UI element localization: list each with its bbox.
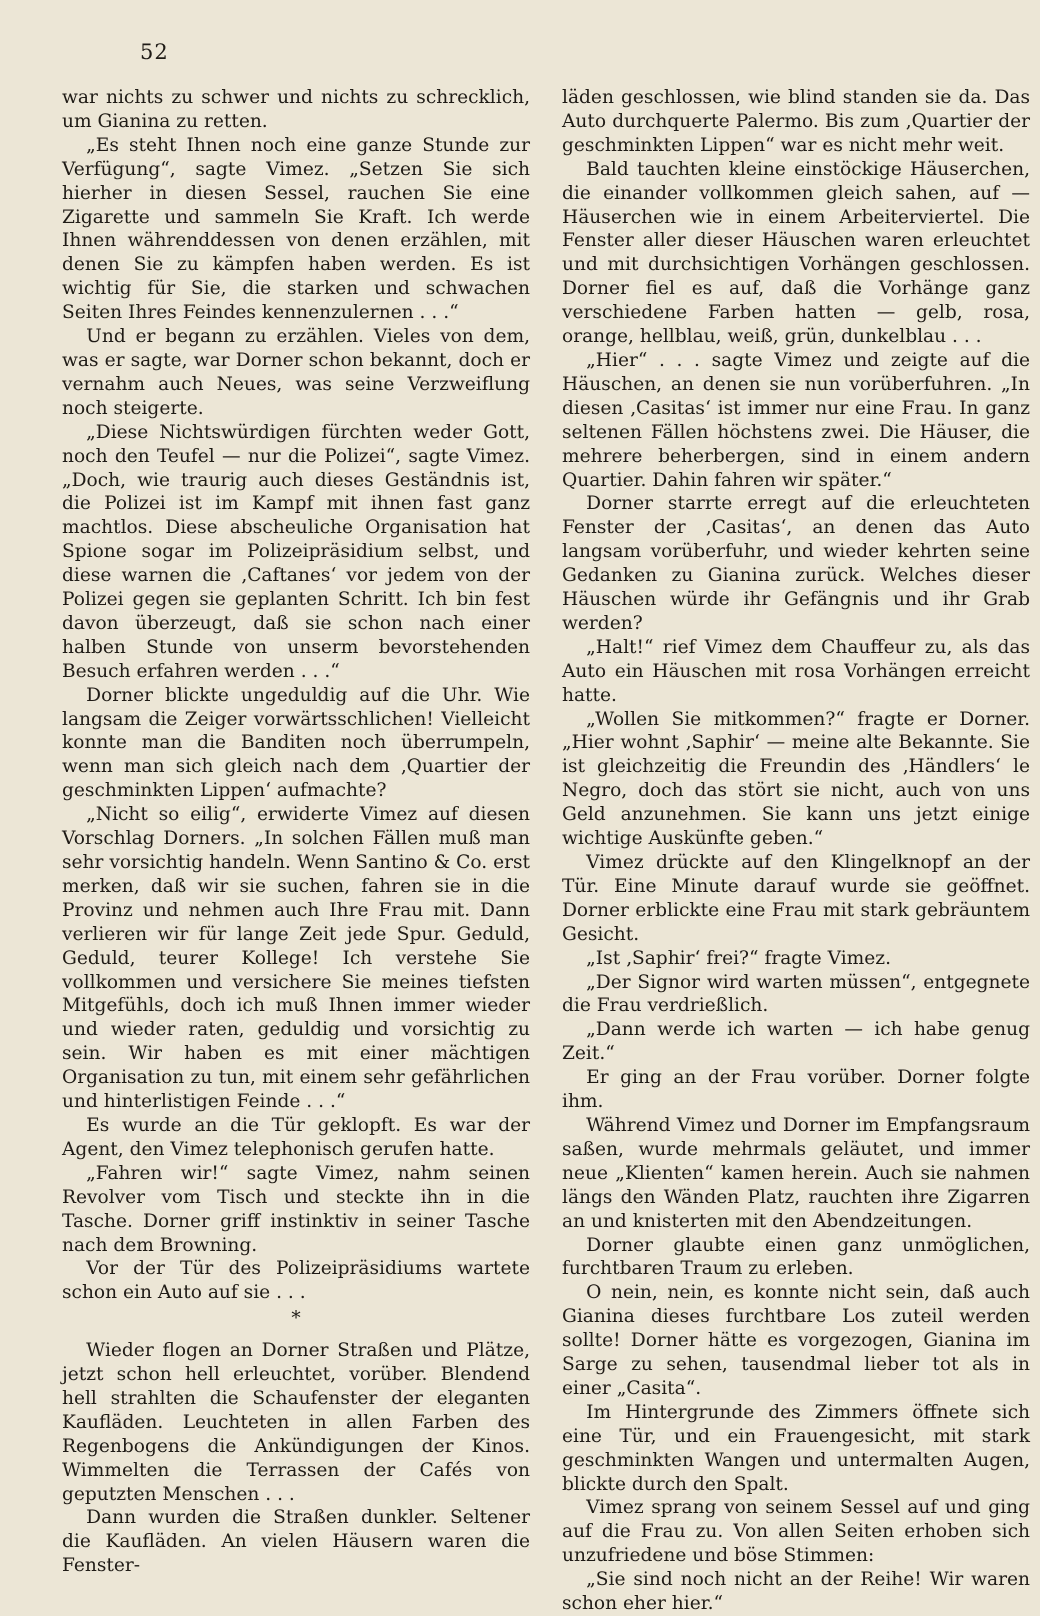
left-paragraph: „Es steht Ihnen noch eine ganze Stunde zur Verfügung“, sagte Vimez. „Setzen Sie sich hierher in diesen Sessel, rauchen Sie eine Zigarette und sammeln Sie Kraft. Ich werde Ihnen währenddessen von denen erzählen, mit denen Sie zu kämpfen haben werden. Es ist wichtig für Sie, die starken und schwachen Seiten Ihres Feindes kennenzulernen . . .“ bbox=[62, 134, 530, 324]
left-paragraph: „Diese Nichtswürdigen fürchten weder Gott, noch den Teufel — nur die Polizei“, sagte Vimez. „Doch, wie traurig auch dieses Geständnis ist, die Polizei ist im Kampf mit ihnen fast ganz machtlos. Diese abscheuliche Organisation hat Spione sogar im Polizeipräsidium selbst, und diese warnen die ‚Caftanes‘ vor jedem von der Polizei gegen sie geplanten Schritt. Ich bin fest davon überzeugt, daß sie schon nach einer halben Stunde von unserm bevorstehenden Besuch erfahren werden . . .“ bbox=[62, 421, 530, 682]
section-separator: * bbox=[291, 1308, 301, 1330]
page-number: 52 bbox=[140, 40, 169, 64]
right-paragraph: Während Vimez und Dorner im Empfangsraum saßen, wurde mehrmals geläutet, und immer neue „Klienten“ kamen herein. Auch sie nahmen längs den Wänden Platz, rauchten ihre Zigarren an und knisterten mit den Abendzeitungen. bbox=[562, 1114, 1030, 1232]
right-paragraph: „Wollen Sie mitkommen?“ fragte er Dorner. „Hier wohnt ‚Saphir‘ — meine alte Bekannte. Sie ist gleichzeitig die Freundin des ‚Händlers‘ le Negro, doch das stört sie nicht, auch von uns Geld anzunehmen. Sie kann uns jetzt einige wichtige Auskünfte geben.“ bbox=[562, 708, 1030, 850]
right-paragraph: „Dann werde ich warten — ich habe genug Zeit.“ bbox=[562, 1019, 1030, 1065]
left-paragraph: Dann wurden die Straßen dunkler. Seltener die Kaufläden. An vielen Häusern waren die Fenster- bbox=[62, 1507, 530, 1577]
left-paragraph: Und er begann zu erzählen. Vieles von dem, was er sagte, war Dorner schon bekannt, doch er vernahm auch Neues, was seine Verzweiflung noch steigerte. bbox=[62, 326, 530, 419]
left-paragraph: „Fahren wir!“ sagte Vimez, nahm seinen Revolver vom Tisch und steckte ihn in die Tasche. Dorner griff instinktiv in seiner Tasche nach dem Browning. bbox=[62, 1162, 530, 1256]
right-paragraph: Vimez drückte auf den Klingelknopf an der Tür. Eine Minute darauf wurde sie geöffnet. Dorner erblickte eine Frau mit stark gebräuntem Gesicht. bbox=[562, 852, 1030, 945]
right-paragraph: Er ging an der Frau vorüber. Dorner folgte ihm. bbox=[562, 1067, 1030, 1113]
right-paragraph: „Ist ‚Saphir‘ frei?“ fragte Vimez. bbox=[586, 947, 891, 969]
right-paragraph: O nein, nein, es konnte nicht sein, daß auch Gianina dieses furchtbare Los zuteil werden sollte! Dorner hätte es vorgezogen, Gianina im Sarge zu sehen, tausendmal lieber tot als in einer „Casita“. bbox=[562, 1282, 1030, 1399]
left-paragraph: „Nicht so eilig“, erwiderte Vimez auf diesen Vorschlag Dorners. „In solchen Fällen muß man sehr vorsichtig handeln. Wenn Santino & Co. erst merken, daß wir sie suchen, fahren sie in die Provinz und nehmen auch Ihre Frau mit. Dann verlieren wir für lange Zeit jede Spur. Geduld, Geduld, teurer Kollege! Ich verstehe Sie vollkommen und versichere Sie meines tiefsten Mitgefühls, doch ich muß Ihnen immer wieder und wieder raten, geduldig und vorsichtig zu sein. Wir haben es mit einer mächtigen Organisation zu tun, mit einem sehr gefährlichen und hinterlistigen Feinde . . .“ bbox=[62, 804, 530, 1113]
left-paragraph: Es wurde an die Tür geklopft. Es war der Agent, den Vimez telephonisch gerufen hatte. bbox=[62, 1114, 530, 1160]
left-paragraph: Vor der Tür des Polizeipräsidiums wartete schon ein Auto auf sie . . . bbox=[62, 1258, 530, 1304]
left-column bbox=[62, 86, 530, 1578]
right-paragraph: „Der Signor wird warten müssen“, entgegnete die Frau verdrießlich. bbox=[562, 971, 1030, 1017]
right-paragraph: Im Hintergrunde des Zimmers öffnete sich eine Tür, und ein Frauengesicht, mit stark geschminkten Wangen und untermalten Augen, blickte durch den Spalt. bbox=[562, 1401, 1030, 1495]
left-paragraph: war nichts zu schwer und nichts zu schrecklich, um Gianina zu retten. bbox=[62, 87, 530, 132]
right-paragraph: Bald tauchten kleine einstöckige Häuserchen, die einander vollkommen gleich sahen, auf — Häuserchen wie in einem Arbeiterviertel. Die Fenster aller dieser Häuschen waren erleuchtet und mit durchsichtigen Vorhängen geschlossen. Dorner fiel es auf, daß die Vorhänge ganz verschiedene Farben hatten — gelb, rosa, orange, hellblau, weiß, grün, dunkelblau . . . bbox=[562, 158, 1030, 348]
right-paragraph: „Sie sind noch nicht an der Reihe! Wir waren schon eher hier.“ bbox=[562, 1569, 1030, 1615]
right-paragraph: Dorner starrte erregt auf die erleuchteten Fenster der ‚Casitas‘, an denen das Auto langsam vorüberfuhr, und wieder kehrten seine Gedanken zu Gianina zurück. Welches dieser Häuschen würde ihr Gefängnis und ihr Grab werden? bbox=[562, 493, 1030, 634]
right-paragraph: Vimez sprang von seinem Sessel auf und ging auf die Frau zu. Von allen Seiten erhoben sich unzufriedene und böse Stimmen: bbox=[562, 1497, 1030, 1567]
right-paragraph: läden geschlossen, wie blind standen sie da. Das Auto durchquerte Palermo. Bis zum ‚Quartier der geschminkten Lippen“ war es nicht mehr weit. bbox=[562, 87, 1030, 156]
right-column bbox=[562, 86, 1030, 1616]
left-paragraph: Dorner blickte ungeduldig auf die Uhr. Wie langsam die Zeiger vorwärtsschlichen! Vielleicht konnte man die Banditen noch überrumpeln, wenn man sich gleich nach dem ‚Quartier der geschminkten Lippen‘ aufmachte? bbox=[62, 684, 530, 802]
left-paragraph: Wieder flogen an Dorner Straßen und Plätze, jetzt schon hell erleuchtet, vorüber. Blendend hell strahlten die Schaufenster der eleganten Kaufläden. Leuchteten in allen Farben des Regenbogens die Ankündigungen der Kinos. Wimmelten die Terrassen der Cafés von geputzten Menschen . . . bbox=[62, 1340, 530, 1505]
right-paragraph: „Halt!“ rief Vimez dem Chauffeur zu, als das Auto ein Häuschen mit rosa Vorhängen erreicht hatte. bbox=[562, 636, 1030, 706]
right-paragraph: „Hier“ . . . sagte Vimez und zeigte auf die Häuschen, an denen sie nun vorüberfuhren. „In diesen ‚Casitas‘ ist immer nur eine Frau. In ganz seltenen Fällen höchstens zwei. Die Häuser, die mehrere beherbergen, sind in einem andern Quartier. Dahin fahren wir später.“ bbox=[562, 349, 1030, 491]
right-paragraph: Dorner glaubte einen ganz unmöglichen, furchtbaren Traum zu erleben. bbox=[562, 1234, 1030, 1280]
